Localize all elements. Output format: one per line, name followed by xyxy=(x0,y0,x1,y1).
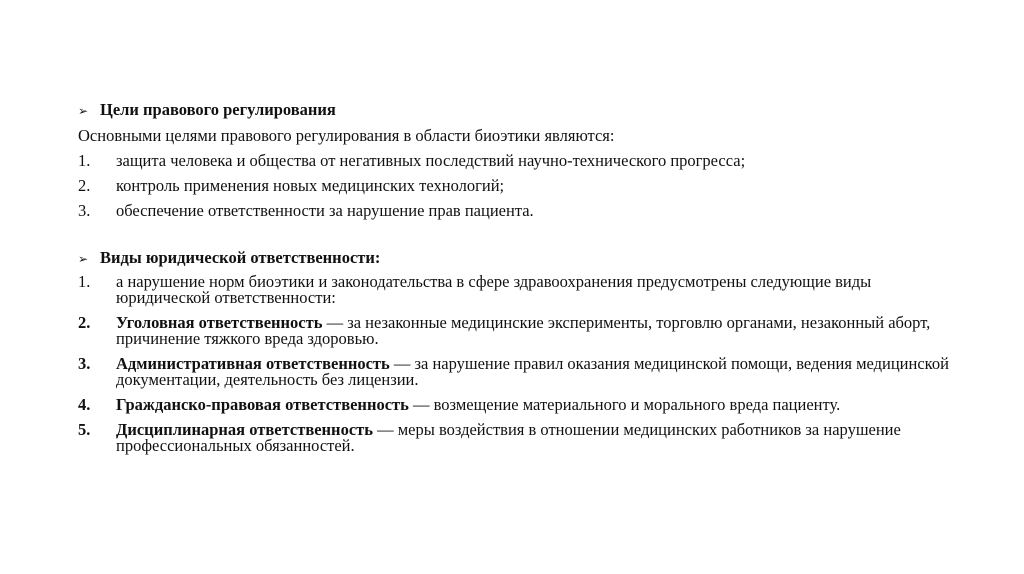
liability-number: 4. xyxy=(78,395,91,414)
liability-term: Административная ответственность xyxy=(116,354,390,373)
liability-item xyxy=(78,356,958,388)
goal-number: 1. xyxy=(78,151,91,170)
goals-heading xyxy=(78,100,958,121)
goals-intro: Основными целями правового регулирования в области биоэтики являются: xyxy=(78,126,615,145)
liability-text xyxy=(116,356,958,388)
liability-description: — возмещение материального и морального вреда пациенту. xyxy=(408,395,841,414)
liability-term: Уголовная ответственность xyxy=(116,313,323,332)
goal-text: обеспечение ответственности за нарушение прав пациента. xyxy=(116,201,534,220)
section-spacer xyxy=(78,226,958,248)
liability-section xyxy=(78,248,958,454)
arrow-bullet-icon: ➢ xyxy=(78,252,89,266)
liability-term: Гражданско-правовая ответственность xyxy=(116,395,409,414)
liability-text xyxy=(116,315,958,347)
liability-title: Виды юридической ответственности: xyxy=(100,248,381,267)
goal-text: контроль применения новых медицинских технологий; xyxy=(116,176,505,195)
goal-number: 2. xyxy=(78,176,91,195)
liability-number: 2. xyxy=(78,313,91,332)
liability-description: — за незаконные медицинские эксперименты, торговлю органами, незаконный аборт, причинение тяжкого вреда здоровью. xyxy=(116,313,931,348)
goals-section xyxy=(78,100,958,221)
goal-number: 3. xyxy=(78,201,91,220)
liability-text xyxy=(116,422,958,454)
liability-description: — меры воздействия в отношении медицинских работников за нарушение профессиональных обязанностей. xyxy=(116,420,901,455)
liability-description: а нарушение норм биоэтики и законодательства в сфере здравоохранения предусмотрены следующие виды юридической ответственности: xyxy=(116,272,872,307)
goals-title: Цели правового регулирования xyxy=(100,100,336,119)
slide-content xyxy=(78,100,958,463)
goal-item xyxy=(78,176,958,196)
liability-item xyxy=(78,397,958,413)
liability-text xyxy=(116,397,958,413)
liability-item xyxy=(78,315,958,347)
liability-text xyxy=(116,274,958,306)
arrow-bullet-icon: ➢ xyxy=(78,104,89,118)
liability-item xyxy=(78,422,958,454)
liability-item xyxy=(78,274,958,306)
goal-item xyxy=(78,151,958,171)
liability-heading xyxy=(78,248,958,269)
liability-number: 3. xyxy=(78,354,91,373)
liability-term: Дисциплинарная ответственность xyxy=(116,420,373,439)
goal-text: защита человека и общества от негативных последствий научно-технического прогресса; xyxy=(116,151,746,170)
liability-number: 5. xyxy=(78,420,91,439)
liability-description: — за нарушение правил оказания медицинской помощи, ведения медицинской документации, деятельность без лицензии. xyxy=(116,354,949,389)
goal-item xyxy=(78,201,958,221)
liability-number: 1. xyxy=(78,272,91,291)
